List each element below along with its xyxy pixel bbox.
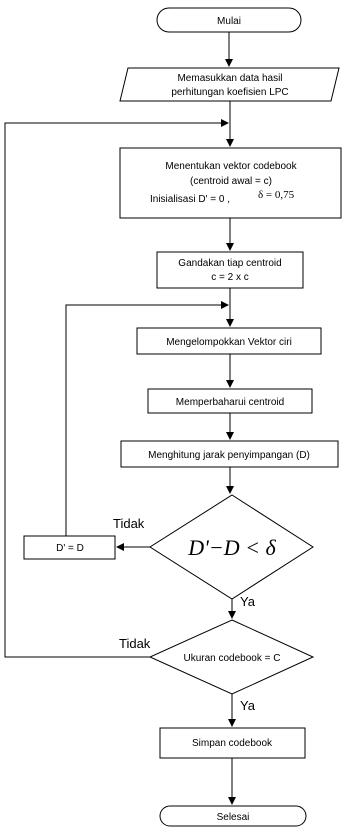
decision-distortion-diamond <box>150 495 313 599</box>
init-delta-label: δ = 0,75 <box>258 189 295 201</box>
init-codebook-process <box>120 148 341 218</box>
compute-distortion-process <box>121 441 338 467</box>
assign-label: D' = D <box>56 543 84 554</box>
double-label-line1: Gandakan tiap centroid <box>178 258 282 269</box>
init-label-line2: (centroid awal = c) <box>190 176 272 187</box>
label-yes-2: Ya <box>240 698 255 713</box>
save-codebook-process <box>160 728 305 758</box>
decision1-label: D'−D < δ <box>188 535 276 560</box>
init-label-line1: Menentukan vektor codebook <box>165 161 297 172</box>
decision-codebook-size-diamond <box>150 620 313 694</box>
label-no-2: Tidak <box>119 636 151 651</box>
cluster-vectors-process <box>137 328 321 354</box>
label-yes-1: Ya <box>240 594 255 609</box>
label-no-1: Tidak <box>113 516 145 531</box>
distortion-label: Menghitung jarak penyimpangan (D) <box>148 450 310 461</box>
double-centroid-process <box>157 252 303 288</box>
end-label: Selesai <box>216 812 250 823</box>
update-centroid-process <box>148 389 312 413</box>
init-label-line3: Inisialisasi D' = 0 , <box>150 194 230 205</box>
start-terminator <box>157 8 301 32</box>
update-label: Memperbaharui centroid <box>175 397 285 408</box>
input-data-parallelogram <box>120 68 339 101</box>
start-label: Mulai <box>217 16 241 27</box>
end-terminator <box>160 806 306 826</box>
cluster-label: Mengelompokkan Vektor ciri <box>166 337 292 348</box>
input-label-line1: Memasukkan data hasil <box>177 73 283 84</box>
double-label-line2: c = 2 x c <box>211 272 249 283</box>
save-label: Simpan codebook <box>191 738 273 749</box>
decision2-label: Ukuran codebook = C <box>183 653 281 664</box>
assign-d-process <box>24 536 115 559</box>
input-label-line2: perhitungan koefisien LPC <box>171 87 289 98</box>
